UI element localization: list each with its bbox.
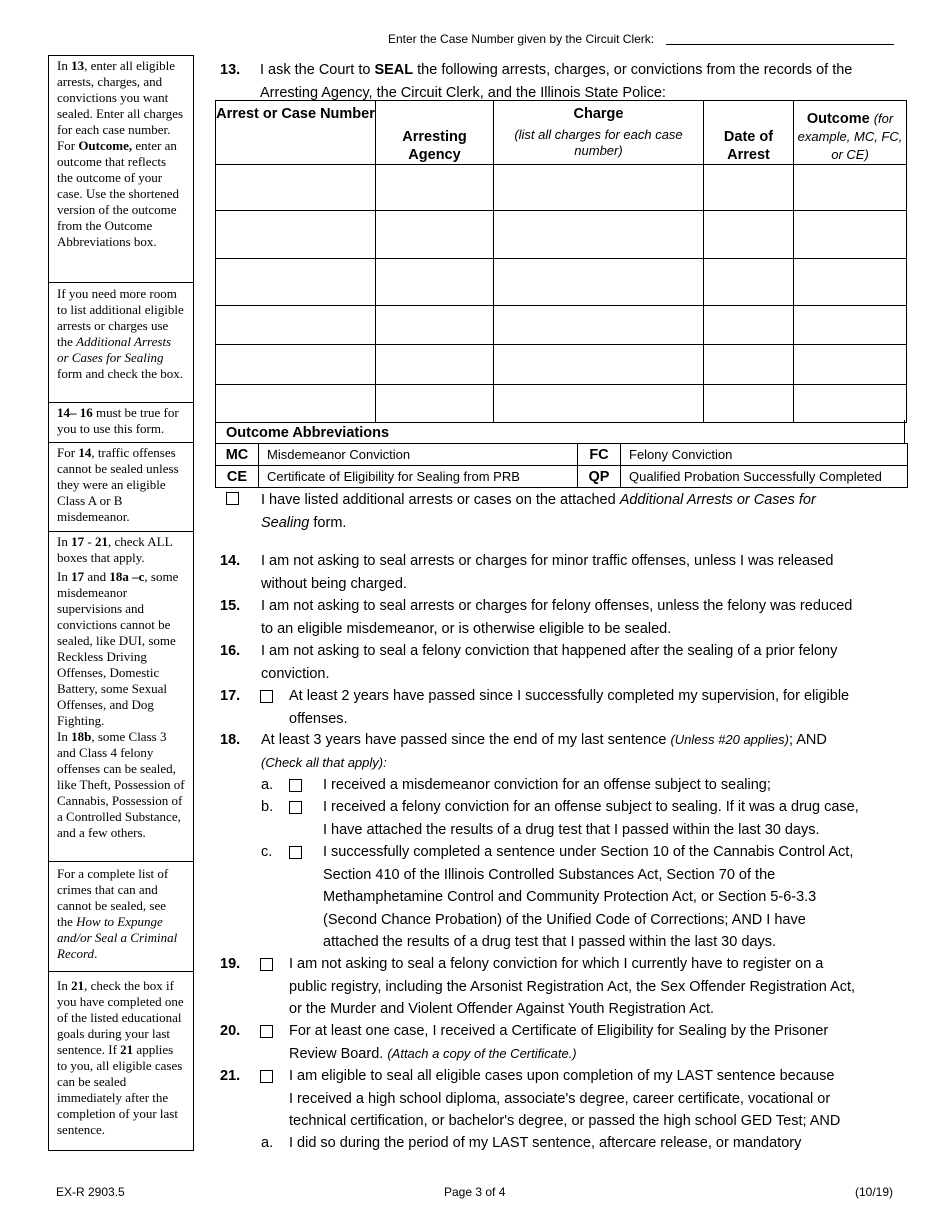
charge-input[interactable]	[494, 385, 704, 423]
instructions-sidebar	[48, 55, 194, 1151]
arrest-case-number-input[interactable]	[216, 211, 376, 259]
item-16-number: 16.	[220, 643, 241, 659]
arrest-case-number-input[interactable]	[216, 345, 376, 385]
sidebar-box-21: In 21, check the box if you have completed one of the listed educational goals during your last sentence. If 21 applies to you, all eligible cases can be sealed immediately after the completion of your last sentence.	[57, 978, 184, 1137]
date-of-arrest-input[interactable]	[704, 306, 794, 345]
item-18b-checkbox[interactable]	[289, 801, 302, 814]
abbr-mc-text: Misdemeanor Conviction	[259, 444, 578, 466]
outcome-input[interactable]	[794, 306, 907, 345]
item-18a-checkbox[interactable]	[289, 779, 302, 792]
item-18-number: 18.	[220, 732, 241, 748]
item-20-checkbox[interactable]	[260, 1025, 273, 1038]
arrest-case-number-input[interactable]	[216, 259, 376, 306]
abbr-mc-code: MC	[216, 444, 259, 466]
charges-table	[215, 100, 907, 423]
item-18b-text: I received a felony conviction for an offense subject to sealing. If it was a drug case, I have attached the results of a drug test that I passed within the last 30 days.	[323, 799, 859, 838]
col-arrest-case-number: Arrest or Case Number	[216, 101, 376, 165]
item-13-text: I ask the Court to SEAL the following arrests, charges, or convictions from the records of the Arresting Agency, the Circuit Clerk, and the Illinois State Police:	[260, 62, 853, 101]
sidebar-box-crime-list: For a complete list of crimes that can and cannot be sealed, see the How to Expunge and/or Seal a Criminal Record.	[49, 862, 193, 972]
item-18c-label: c.	[261, 844, 273, 860]
sidebar-box-14: For 14, traffic offenses cannot be sealed unless they were an eligible Class A or B misdemeanor.	[49, 443, 193, 532]
arresting-agency-input[interactable]	[376, 306, 494, 345]
item-18-text: At least 3 years have passed since the end of my last sentence (Unless #20 applies); AND (Check all that apply):	[261, 732, 827, 770]
item-21-checkbox[interactable]	[260, 1070, 273, 1083]
item-21-text: I am eligible to seal all eligible cases upon completion of my LAST sentence because I received a high school diploma, associate's degree, career certificate, vocational or technical certification, or bachelor's degree, or passed the high school GED Test; AND	[289, 1068, 841, 1129]
charges-header-row	[216, 101, 907, 165]
charge-input[interactable]	[494, 165, 704, 211]
item-16-text: I am not asking to seal a felony conviction that happened after the sealing of a prior felony conviction.	[261, 643, 838, 682]
item-18b-label: b.	[261, 799, 274, 815]
outcome-input[interactable]	[794, 345, 907, 385]
charge-row	[216, 385, 907, 423]
arresting-agency-input[interactable]	[376, 259, 494, 306]
arresting-agency-input[interactable]	[376, 345, 494, 385]
arresting-agency-input[interactable]	[376, 385, 494, 423]
abbr-fc-code: FC	[578, 444, 621, 466]
item-17-number: 17.	[220, 688, 241, 704]
item-17-checkbox[interactable]	[260, 690, 273, 703]
date-of-arrest-input[interactable]	[704, 259, 794, 306]
sidebar-box-17-18: In 17 and 18a –c, some misdemeanor supervisions and convictions cannot be sealed, like DUI, some Reckless Driving Offenses, Domestic Battery, some Sexual Offenses, and Dog Fighting. In 18b, some Class 3 and Class 4 felony offenses can be sealed, like Theft, Possession of Cannabis, Possession of a Controlled Substance, and a few others.	[49, 569, 193, 862]
item-21a-text: I did so during the period of my LAST sentence, aftercare release, or mandatory	[289, 1135, 802, 1151]
item-20-number: 20.	[220, 1023, 241, 1039]
charge-row	[216, 165, 907, 211]
item-17-text: At least 2 years have passed since I successfully completed my supervision, for eligible offenses.	[289, 688, 850, 727]
charge-input[interactable]	[494, 345, 704, 385]
col-charge: Charge (list all charges for each case number)	[494, 101, 704, 165]
footer-revision-date: (10/19)	[855, 1185, 894, 1199]
item-15-text: I am not asking to seal arrests or charges for felony offenses, unless the felony was reduced to an eligible misdemeanor, or is otherwise eligible to be sealed.	[261, 598, 853, 637]
date-of-arrest-input[interactable]	[704, 165, 794, 211]
sidebar-box-13: In 13, enter all eligible arrests, charges, and convictions you want sealed. Enter all charges for each case number. For Outcome, enter an outcome that reflects the outcome of your case. Use the shortened version of the outcome from the Outcome Abbreviations box.	[49, 56, 193, 283]
item-18a-text: I received a misdemeanor conviction for an offense subject to sealing;	[323, 777, 771, 793]
charge-row	[216, 259, 907, 306]
sidebar-box-additional: If you need more room to list additional eligible arrests or charges use the Additional Arrests or Cases for Sealing form and check the box.	[49, 283, 193, 403]
item-19-text: I am not asking to seal a felony conviction for which I currently have to register on a public registry, including the Arsonist Registration Act, the Sex Offender Registration Act, or the Murder and Violent Offender Against Youth Registration Act.	[289, 956, 856, 1017]
arrest-case-number-input[interactable]	[216, 306, 376, 345]
item-15-number: 15.	[220, 598, 241, 614]
additional-arrests-checkbox[interactable]	[226, 492, 239, 505]
abbr-qp-text: Qualified Probation Successfully Completed	[621, 466, 908, 488]
arrest-case-number-input[interactable]	[216, 165, 376, 211]
additional-arrests-text: I have listed additional arrests or cases on the attached Additional Arrests or Cases for Sealing form.	[261, 492, 816, 531]
outcome-abbreviations-title: Outcome Abbreviations	[215, 420, 905, 444]
arrest-case-number-input[interactable]	[216, 385, 376, 423]
item-14-number: 14.	[220, 553, 241, 569]
item-20-text: For at least one case, I received a Certificate of Eligibility for Sealing by the Prisoner Review Board. (Attach a copy of the Certificate.)	[289, 1023, 829, 1062]
arresting-agency-input[interactable]	[376, 165, 494, 211]
abbr-ce-text: Certificate of Eligibility for Sealing from PRB	[259, 466, 578, 488]
col-outcome: Outcome (for example, MC, FC, or CE)	[794, 101, 907, 165]
col-arresting-agency: Arresting Agency	[376, 101, 494, 165]
charge-input[interactable]	[494, 259, 704, 306]
case-number-label: Enter the Case Number given by the Circuit Clerk:	[388, 32, 655, 46]
abbr-ce-code: CE	[216, 466, 259, 488]
outcome-input[interactable]	[794, 259, 907, 306]
item-18a-label: a.	[261, 777, 274, 793]
date-of-arrest-input[interactable]	[704, 385, 794, 423]
charge-input[interactable]	[494, 306, 704, 345]
item-19-checkbox[interactable]	[260, 958, 273, 971]
case-number-field[interactable]	[666, 44, 894, 45]
item-18c-checkbox[interactable]	[289, 846, 302, 859]
charge-row	[216, 211, 907, 259]
abbr-qp-code: QP	[578, 466, 621, 488]
item-19-number: 19.	[220, 956, 241, 972]
sidebar-box-17-21: In 17 - 21, check ALL boxes that apply.	[57, 534, 173, 565]
date-of-arrest-input[interactable]	[704, 345, 794, 385]
item-18c-text: I successfully completed a sentence under Section 10 of the Cannabis Control Act, Section 410 of the Illinois Controlled Substances Act, Section 70 of the Methamphetamine Control and Community Protection Act, or Section 5-6-3.3 (Second Chance Probation) of the Unified Code of Corrections; AND I have attached the results of a drug test that I passed within the last 30 days.	[323, 844, 854, 950]
item-21a-label: a.	[261, 1135, 274, 1151]
sidebar-box-14-16: 14– 16 must be true for you to use this form.	[49, 403, 193, 443]
charge-input[interactable]	[494, 211, 704, 259]
outcome-input[interactable]	[794, 165, 907, 211]
item-21-number: 21.	[220, 1068, 241, 1084]
item-14-text: I am not asking to seal arrests or charges for minor traffic offenses, unless I was released without being charged.	[261, 553, 834, 592]
footer-form-id: EX-R 2903.5	[56, 1185, 125, 1199]
outcome-abbreviations-table	[215, 443, 908, 488]
charge-row	[216, 345, 907, 385]
col-date-of-arrest: Date of Arrest	[704, 101, 794, 165]
abbr-fc-text: Felony Conviction	[621, 444, 908, 466]
charge-row	[216, 306, 907, 345]
outcome-input[interactable]	[794, 211, 907, 259]
item-13-number: 13.	[220, 62, 241, 78]
date-of-arrest-input[interactable]	[704, 211, 794, 259]
arresting-agency-input[interactable]	[376, 211, 494, 259]
footer-page-number: Page 3 of 4	[444, 1185, 506, 1199]
outcome-input[interactable]	[794, 385, 907, 423]
